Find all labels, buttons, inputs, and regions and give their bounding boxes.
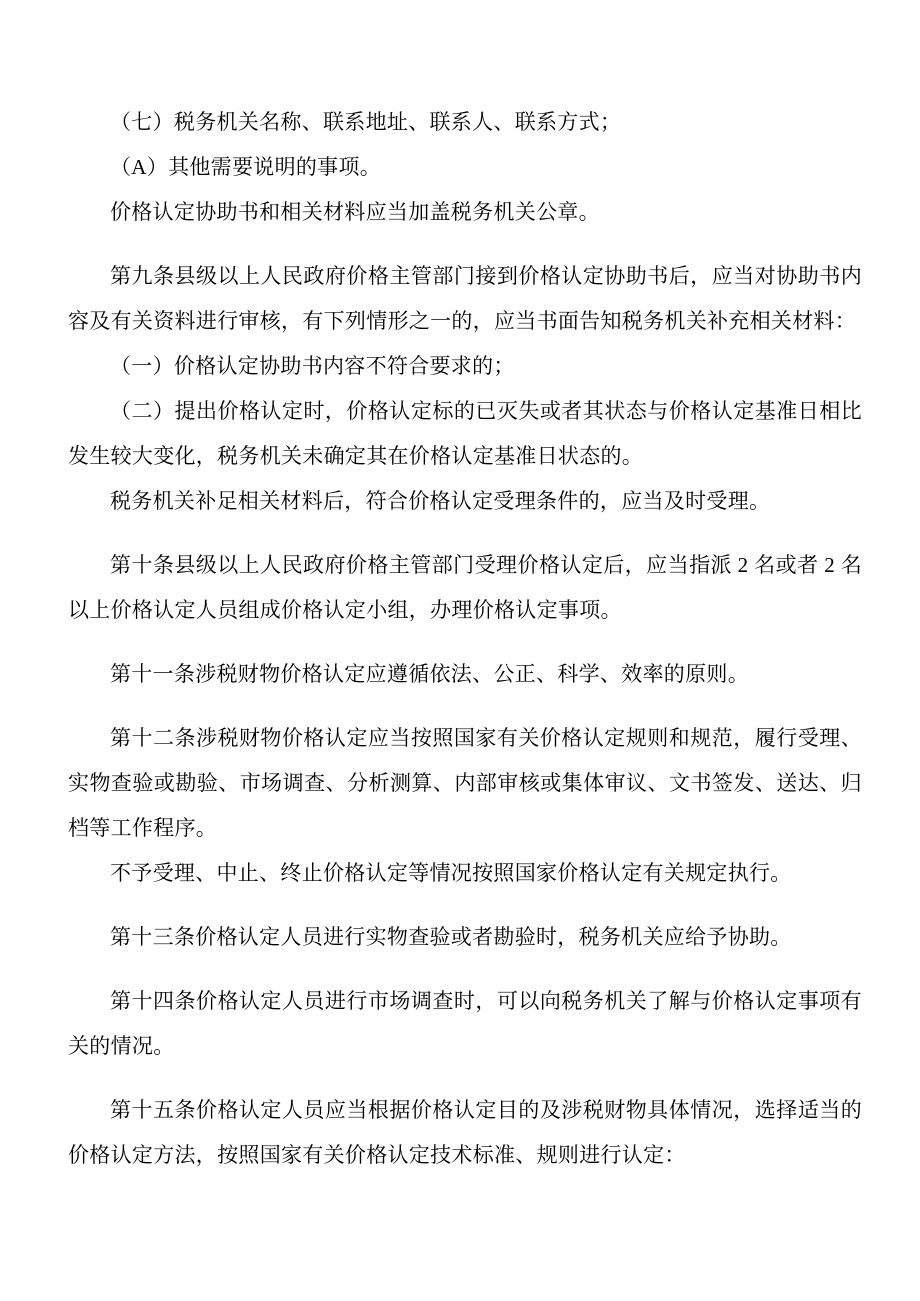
paragraph: （七）税务机关名称、联系地址、联系人、联系方式； [110,110,622,134]
paragraph: 第十四条价格认定人员进行市场调查时，可以向税务机关了解与价格认定事项有关的情况。 [68,989,862,1058]
paragraph: 价格认定协助书和相关材料应当加盖税务机关公章。 [110,200,600,224]
paragraph: （二）提出价格认定时，价格认定标的已灭失或者其状态与价格认定基准日相比发生较大变化，税务机关未确定其在价格认定基准日状态的。 [68,399,862,468]
paragraph: （A）其他需要说明的事项。 [110,155,382,179]
paragraph: 税务机关补足相关材料后，符合价格认定受理条件的，应当及时受理。 [110,489,771,513]
paragraph: 不予受理、中止、终止价格认定等情况按照国家价格认定有关规定执行。 [110,861,792,885]
paragraph: （一）价格认定协助书内容不符合要求的； [110,354,515,378]
paragraph: 第十条县级以上人民政府价格主管部门受理价格认定后，应当指派 2 名或者 2 名以上价格认定人员组成价格认定小组，办理价格认定事项。 [68,553,862,622]
paragraph: 第九条县级以上人民政府价格主管部门接到价格认定协助书后，应当对协助书内容及有关资料进行审核，有下列情形之一的，应当书面告知税务机关补充相关材料： [68,264,862,333]
paragraph: 第十五条价格认定人员应当根据价格认定目的及涉税财物具体情况，选择适当的价格认定方法，按照国家有关价格认定技术标准、规则进行认定： [68,1098,862,1167]
paragraph: 第十三条价格认定人员进行实物查验或者勘验时，税务机关应给予协助。 [110,925,792,949]
paragraph: 第十二条涉税财物价格认定应当按照国家有关价格认定规则和规范，履行受理、实物查验或勘验、市场调查、分析测算、内部审核或集体审议、文书签发、送达、归档等工作程序。 [68,726,862,840]
paragraph: 第十一条涉税财物价格认定应遵循依法、公正、科学、效率的原则。 [110,662,749,686]
